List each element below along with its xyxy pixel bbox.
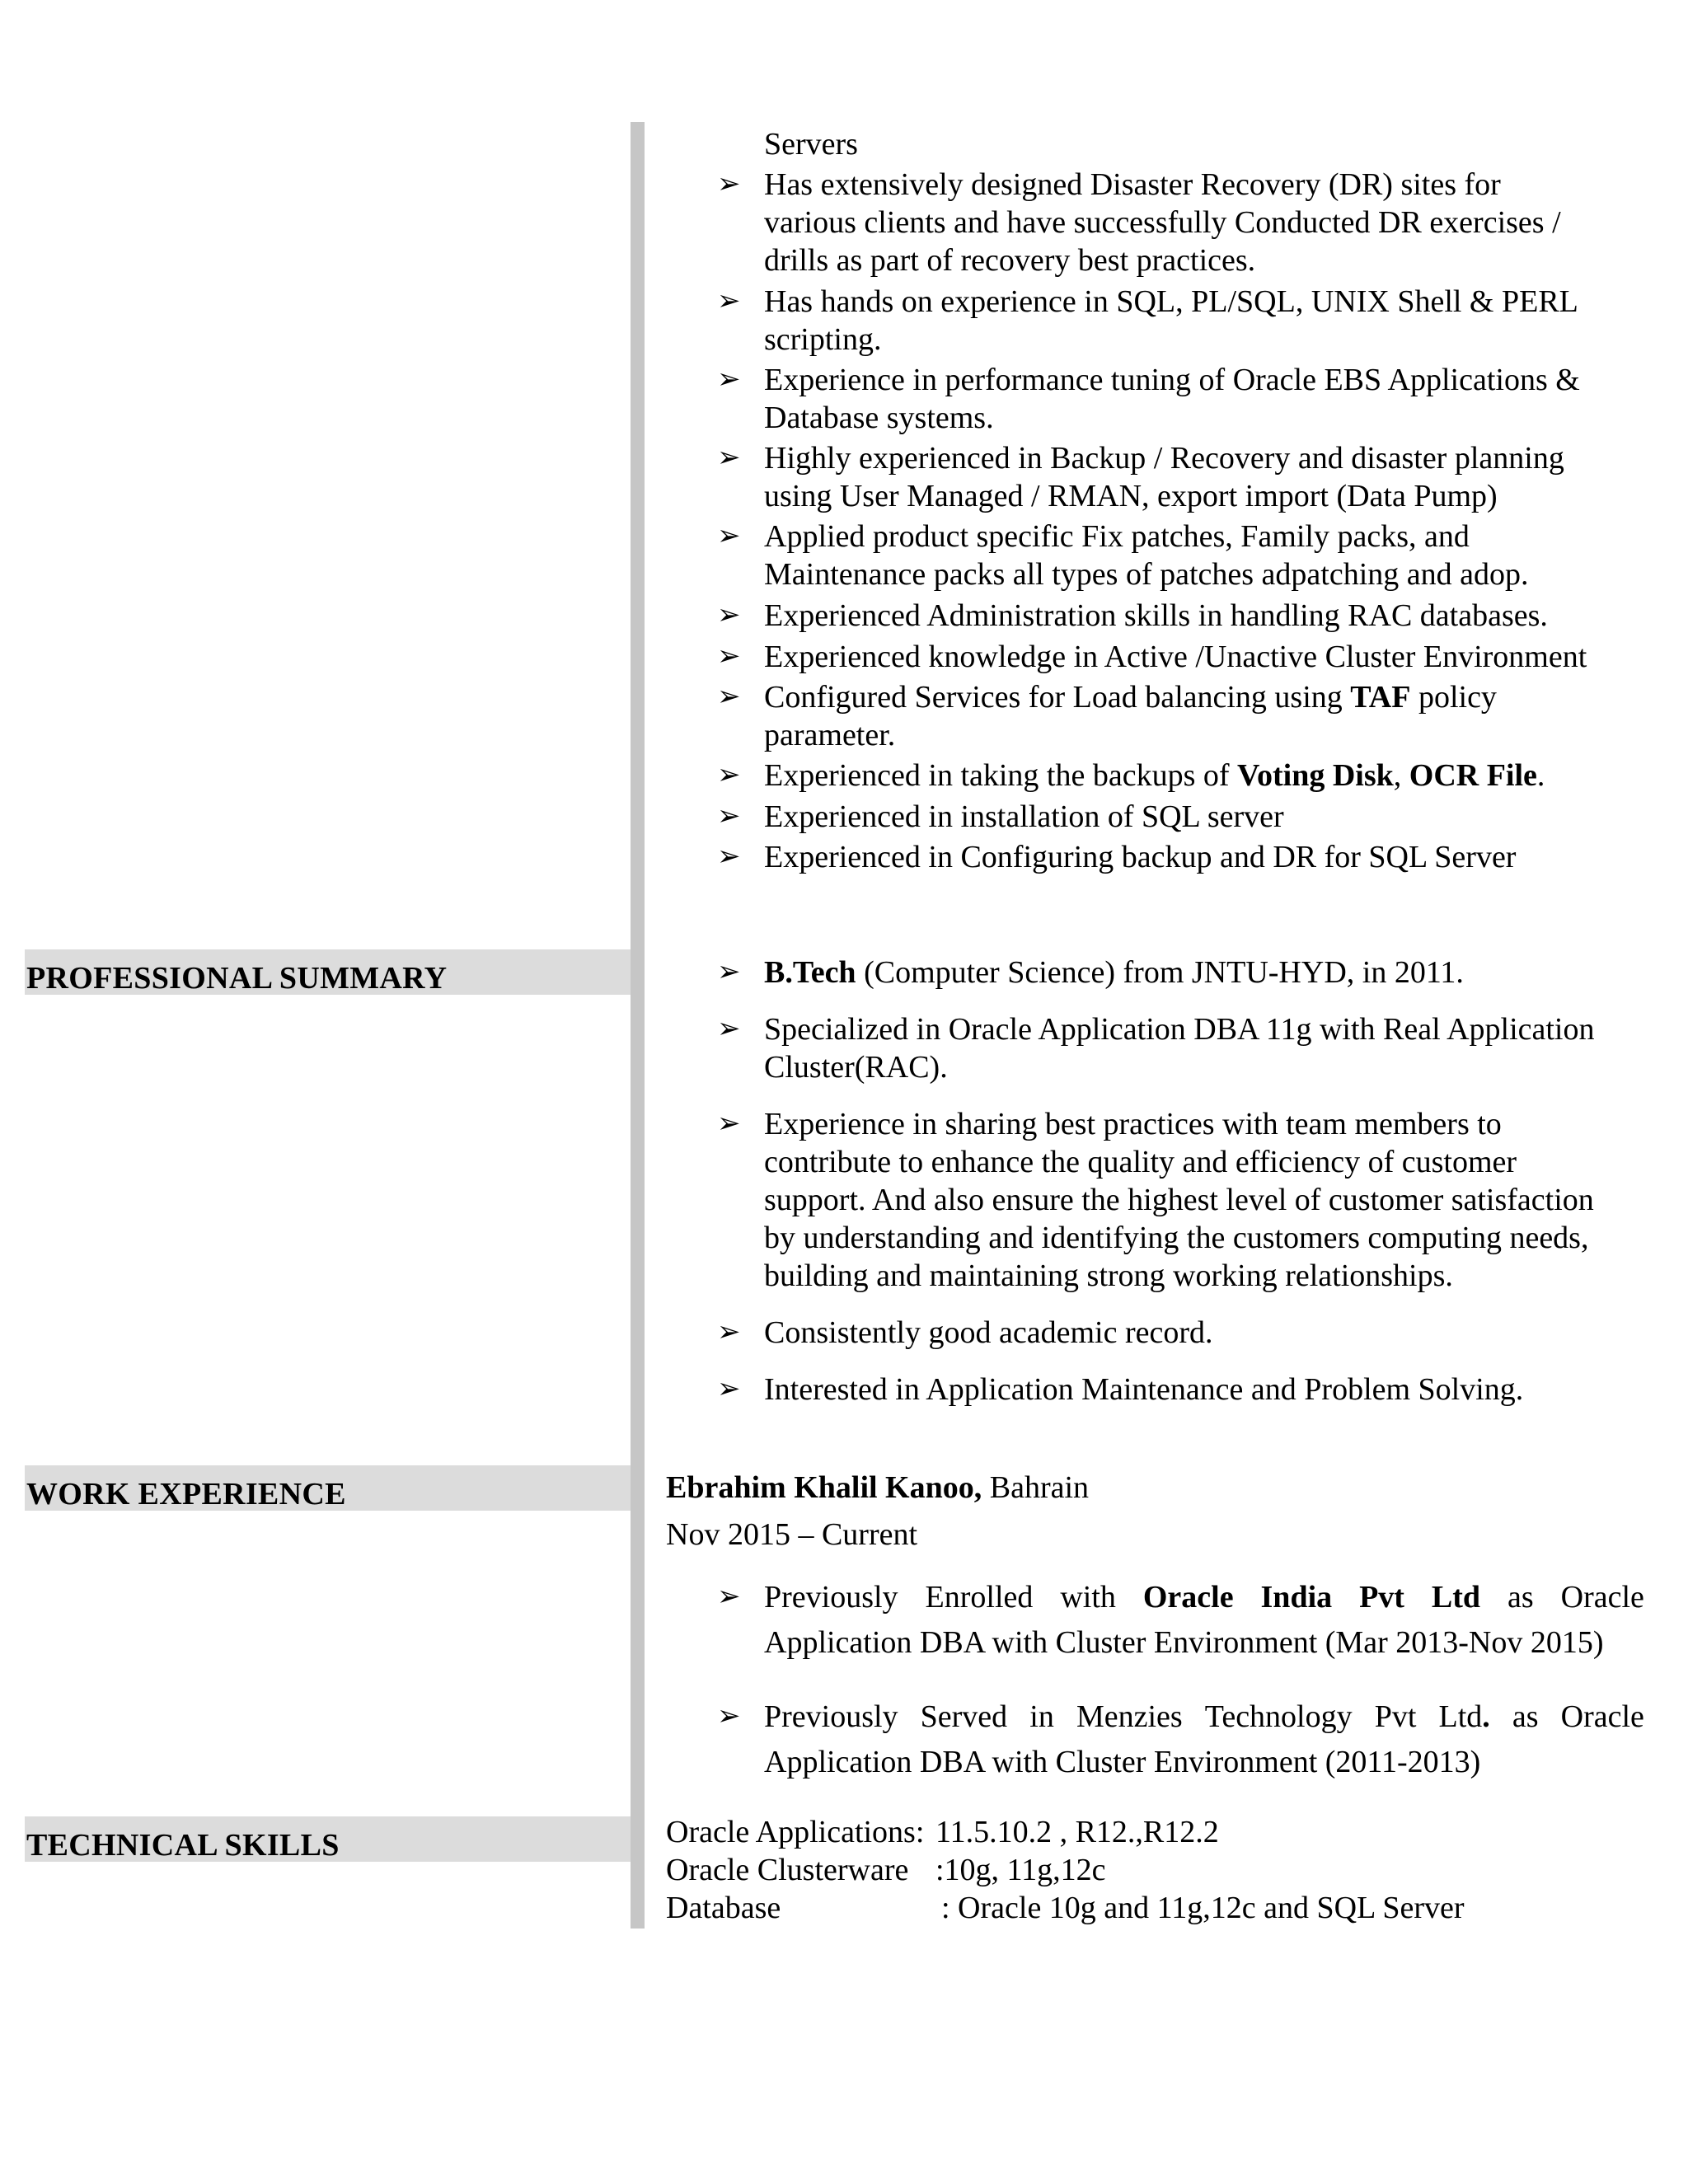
text-run: Menzies [1076,1699,1183,1734]
bullet-arrow-icon: ➢ [717,1701,741,1732]
text-run: Enrolled [925,1580,1034,1615]
text-run: Served [920,1699,1008,1734]
prev-role-line: Application DBA with Cluster Environment (Mar 2013-Nov 2015) [764,1625,1604,1660]
text-run: policy [1410,680,1497,715]
text-run: Previously [764,1580,898,1615]
bullet-line: drills as part of recovery best practices. [764,243,1256,278]
section-divider-bar [631,122,645,1929]
bullet-continuation: Servers [764,127,858,162]
prev-role-oracle-line [764,1578,1644,1616]
summary-line: Consistently good academic record. [764,1315,1213,1350]
text-run: . [1536,758,1545,793]
bullet-arrow-icon: ➢ [717,841,741,872]
prev-role-line: Application DBA with Cluster Environment (2011-2013) [764,1745,1481,1779]
text-run: Ltd [1438,1699,1483,1734]
bullet-line: Applied product specific Fix patches, Family packs, and [764,519,1470,554]
skill-value-apps: 11.5.10.2 , R12.,R12.2 [935,1815,1219,1849]
bullet-arrow-icon: ➢ [717,760,741,790]
bold-text: OCR File [1409,758,1537,793]
employment-period: Nov 2015 – Current [666,1517,918,1552]
bullet-line: parameter. [764,718,896,752]
summary-line: Specialized in Oracle Application DBA 11g with Real Application [764,1012,1595,1047]
bullet-line: Experienced in installation of SQL server [764,799,1284,834]
bold-text: Voting Disk [1237,758,1394,793]
bullet-line: Experienced knowledge in Active /Unactive Cluster Environment [764,640,1587,674]
bullet-line: using User Managed / RMAN, export import (Data Pump) [764,479,1498,513]
bullet-arrow-icon: ➢ [717,1317,741,1347]
summary-line: building and maintaining strong working relationships. [764,1258,1453,1293]
bullet-arrow-icon: ➢ [717,286,741,316]
text-run: Pvt [1374,1699,1417,1734]
bullet-line-taf [764,678,1497,716]
employer-line [666,1469,1089,1507]
bullet-arrow-icon: ➢ [717,600,741,630]
text-run: Technology [1204,1699,1353,1734]
skill-label-database: Database [666,1891,781,1925]
bullet-line: Database systems. [764,401,994,435]
bold-text: Oracle [1142,1580,1234,1615]
summary-line: contribute to enhance the quality and efficiency of customer [764,1145,1517,1179]
bullet-line: various clients and have successfully Conducted DR exercises / [764,205,1561,240]
text-run: as [1512,1699,1539,1734]
text-run: Experienced in taking the backups of [764,758,1238,793]
text-run: Configured Services for Load balancing using [764,680,1351,715]
summary-line: support. And also ensure the highest level of customer satisfaction [764,1183,1594,1217]
bullet-arrow-icon: ➢ [717,169,741,199]
summary-line: by understanding and identifying the customers computing needs, [764,1221,1589,1255]
bullet-arrow-icon: ➢ [717,364,741,395]
text-run: in [1029,1699,1054,1734]
bold-text: Ltd [1431,1580,1481,1615]
text-run [1439,1698,1490,1736]
bullet-arrow-icon: ➢ [717,443,741,473]
bullet-line-voting [764,757,1545,794]
text-run: as [1507,1580,1534,1615]
summary-line: Experience in sharing best practices with team members to [764,1107,1502,1141]
text-run: with [1060,1580,1116,1615]
bold-text: B.Tech [764,955,856,990]
text-run: (Computer Science) from JNTU-HYD, in 2011. [856,955,1464,990]
bullet-line: Has hands on experience in SQL, PL/SQL, UNIX Shell & PERL [764,284,1578,319]
bullet-line: Experience in performance tuning of Oracle EBS Applications & [764,363,1580,397]
summary-line-education [764,954,1464,991]
bullet-arrow-icon: ➢ [717,801,741,832]
section-title-work-experience: WORK EXPERIENCE [26,1477,346,1511]
bullet-arrow-icon: ➢ [717,957,741,987]
bullet-arrow-icon: ➢ [717,1374,741,1404]
bold-text: India [1260,1580,1333,1615]
bullet-arrow-icon: ➢ [717,1108,741,1139]
text-run: Oracle [1560,1580,1644,1615]
summary-line: Interested in Application Maintenance and Problem Solving. [764,1372,1524,1407]
bullet-line: Highly experienced in Backup / Recovery and disaster planning [764,441,1564,476]
bullet-line: Has extensively designed Disaster Recovery (DR) sites for [764,167,1501,202]
bullet-arrow-icon: ➢ [717,682,741,712]
skill-value-cluster: :10g, 11g,12c [935,1853,1106,1887]
bold-text: Pvt [1359,1580,1404,1615]
skill-value-database: : Oracle 10g and 11g,12c and SQL Server [941,1891,1465,1925]
text-run: , [1393,758,1409,793]
bullet-line: scripting. [764,322,882,357]
bullet-arrow-icon: ➢ [717,1582,741,1612]
bullet-line: Experienced in Configuring backup and DR for SQL Server [764,840,1517,874]
skill-label-apps: Oracle Applications: [666,1815,925,1849]
section-title-professional-summary: PROFESSIONAL SUMMARY [26,961,448,996]
bullet-arrow-icon: ➢ [717,521,741,551]
prev-role-menzies-line [764,1698,1644,1736]
text-run: Previously [764,1699,898,1734]
summary-line: Cluster(RAC). [764,1050,948,1085]
employer-name: Ebrahim Khalil Kanoo, [666,1470,982,1505]
bold-text: . [1482,1699,1490,1734]
bullet-arrow-icon: ➢ [717,641,741,672]
employer-location: Bahrain [982,1470,1090,1505]
section-title-technical-skills: TECHNICAL SKILLS [26,1828,340,1863]
bold-text: TAF [1350,680,1411,715]
skill-label-cluster: Oracle Clusterware [666,1853,909,1887]
text-run: Oracle [1560,1699,1644,1734]
bullet-arrow-icon: ➢ [717,1014,741,1044]
bullet-line: Maintenance packs all types of patches adpatching and adop. [764,557,1529,592]
bullet-line: Experienced Administration skills in handling RAC databases. [764,598,1548,633]
